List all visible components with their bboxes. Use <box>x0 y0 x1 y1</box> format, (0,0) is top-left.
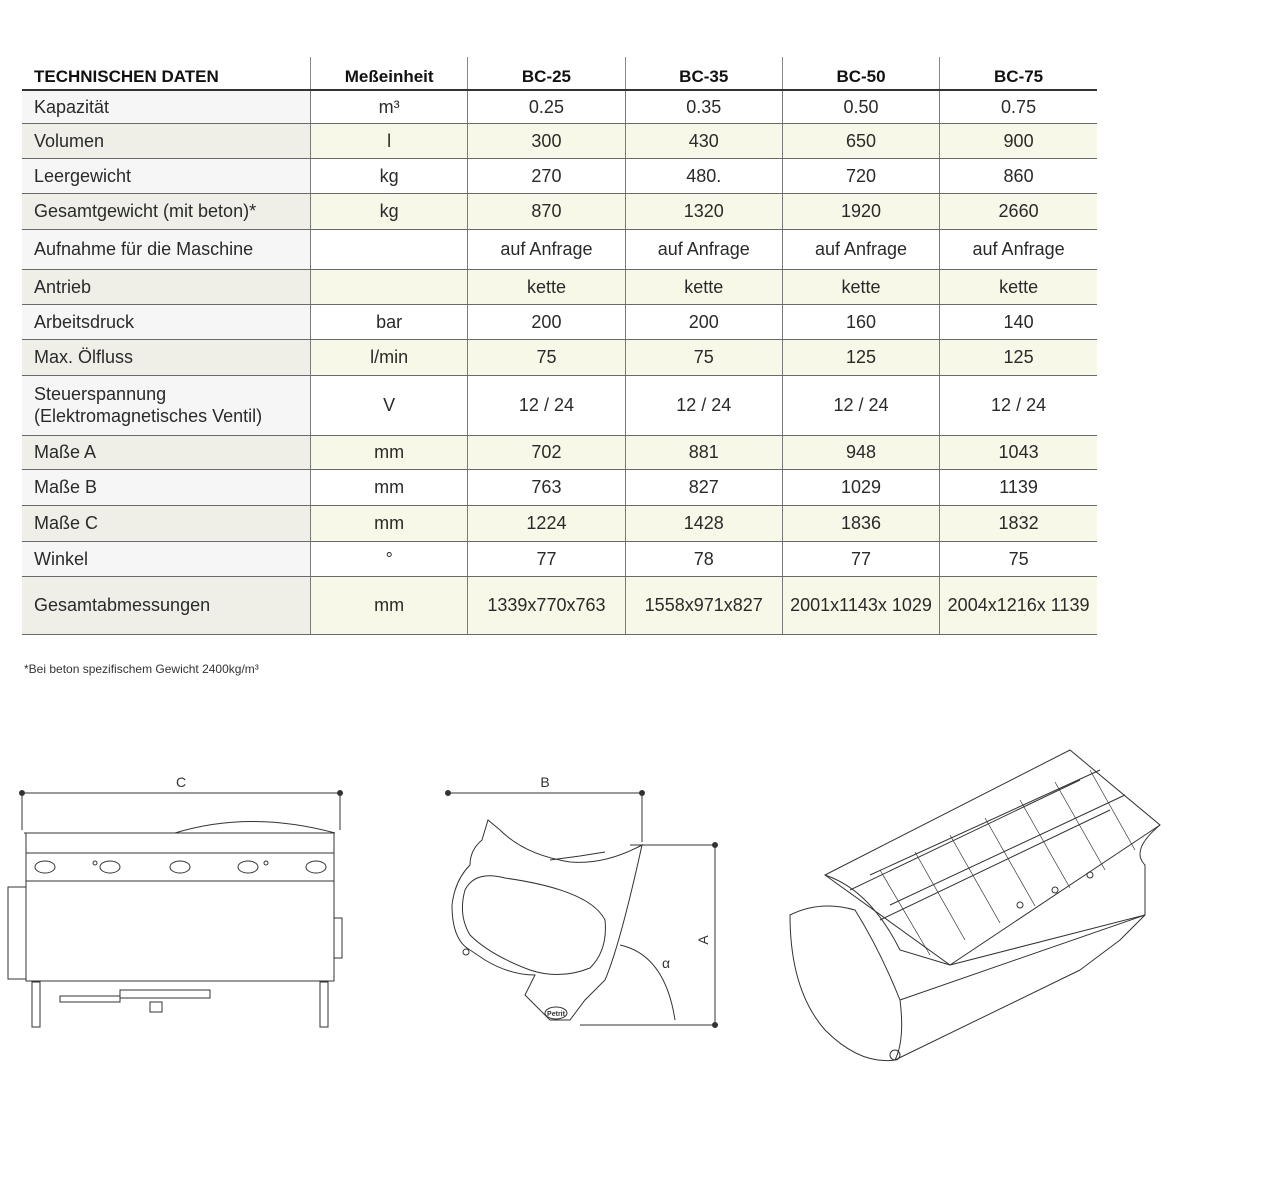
row-value: 160 <box>782 304 939 339</box>
row-value: 827 <box>625 469 782 505</box>
row-value: 1920 <box>782 193 939 229</box>
row-value: auf Anfrage <box>782 229 939 269</box>
table-row <box>22 158 1097 193</box>
row-label-text: Leergewicht <box>34 165 132 186</box>
row-label-text: Steuerspannung <box>34 384 167 404</box>
row-value: kette <box>625 269 782 304</box>
row-value: 870 <box>468 193 625 229</box>
header-technical-data: TECHNISCHEN DATEN <box>22 57 311 90</box>
row-unit: m³ <box>311 90 468 123</box>
header-model-bc35: BC-35 <box>625 57 782 90</box>
row-value: 702 <box>468 435 625 469</box>
table-body <box>22 90 1097 634</box>
row-unit <box>311 269 468 304</box>
table-row <box>22 435 1097 469</box>
header-unit: Meßeinheit <box>311 57 468 90</box>
row-label <box>22 576 311 634</box>
row-value: 720 <box>782 158 939 193</box>
row-value: 860 <box>940 158 1097 193</box>
row-value: 763 <box>468 469 625 505</box>
row-value: 1224 <box>468 505 625 541</box>
row-value: 12 / 24 <box>940 375 1097 435</box>
row-value: 1836 <box>782 505 939 541</box>
row-unit: l <box>311 123 468 158</box>
table-row <box>22 505 1097 541</box>
row-label <box>22 193 311 229</box>
side-dim-a-label: A <box>695 935 711 945</box>
row-value: 12 / 24 <box>782 375 939 435</box>
row-value: 900 <box>940 123 1097 158</box>
side-dim-b-label: B <box>540 774 550 790</box>
front-view-drawing <box>0 770 360 1040</box>
row-value: 1558x971x827 <box>625 576 782 634</box>
row-value: 140 <box>940 304 1097 339</box>
row-label-text: Gesamtabmessungen <box>34 595 211 615</box>
row-label-text: Maße B <box>34 477 98 497</box>
row-label <box>22 435 311 469</box>
row-value: auf Anfrage <box>468 229 625 269</box>
row-unit: mm <box>311 469 468 505</box>
row-value: 0.35 <box>625 90 782 123</box>
row-value: 75 <box>468 339 625 375</box>
table-header-row <box>22 57 1097 90</box>
row-label-text: Maße C <box>34 513 99 533</box>
header-model-bc50: BC-50 <box>782 57 939 90</box>
row-value: 1339x770x763 <box>468 576 625 634</box>
row-value: 1428 <box>625 505 782 541</box>
row-value: 78 <box>625 541 782 576</box>
row-value: 650 <box>782 123 939 158</box>
side-angle-label: α <box>662 955 671 971</box>
row-label-text: Volumen <box>34 130 105 151</box>
row-label-text: Max. Ölfluss <box>34 347 134 367</box>
row-value: 0.50 <box>782 90 939 123</box>
row-label-text: Aufnahme für die Maschine <box>34 239 254 259</box>
row-label <box>22 304 311 339</box>
row-unit: V <box>311 375 468 435</box>
row-value: 200 <box>625 304 782 339</box>
row-value: 1832 <box>940 505 1097 541</box>
table-row <box>22 469 1097 505</box>
row-value: 270 <box>468 158 625 193</box>
row-value: 12 / 24 <box>625 375 782 435</box>
row-unit: mm <box>311 435 468 469</box>
table-row <box>22 123 1097 158</box>
row-value: 1320 <box>625 193 782 229</box>
row-value: 0.25 <box>468 90 625 123</box>
header-model-bc25: BC-25 <box>468 57 625 90</box>
row-value: 2660 <box>940 193 1097 229</box>
row-value: 2001x1143x 1029 <box>782 576 939 634</box>
row-value: 881 <box>625 435 782 469</box>
table-row <box>22 375 1097 435</box>
row-value: 77 <box>782 541 939 576</box>
table-row <box>22 269 1097 304</box>
row-label <box>22 469 311 505</box>
row-value: auf Anfrage <box>940 229 1097 269</box>
table-row <box>22 90 1097 123</box>
table-row <box>22 229 1097 269</box>
row-value: 948 <box>782 435 939 469</box>
row-value: 12 / 24 <box>468 375 625 435</box>
row-value: 2004x1216x 1139 <box>940 576 1097 634</box>
table-row <box>22 541 1097 576</box>
row-label <box>22 541 311 576</box>
row-label-text: Antrieb <box>34 276 92 297</box>
footnote: *Bei beton spezifischem Gewicht 2400kg/m³ <box>24 662 259 676</box>
side-view-drawing <box>430 770 730 1040</box>
row-value: kette <box>468 269 625 304</box>
row-label <box>22 269 311 304</box>
row-label-text-secondary: (Elektromagnetisches Ventil) <box>34 406 263 426</box>
row-label <box>22 123 311 158</box>
row-label-text: Maße A <box>34 442 97 462</box>
row-value: 75 <box>625 339 782 375</box>
row-value: 77 <box>468 541 625 576</box>
table-row <box>22 304 1097 339</box>
row-unit: mm <box>311 505 468 541</box>
row-label <box>22 90 311 123</box>
row-value: 200 <box>468 304 625 339</box>
row-label-text: Kapazität <box>34 96 110 117</box>
row-value: 300 <box>468 123 625 158</box>
row-value: 125 <box>940 339 1097 375</box>
isometric-view-drawing <box>780 740 1170 1070</box>
row-value: 1139 <box>940 469 1097 505</box>
row-label <box>22 158 311 193</box>
row-label <box>22 229 311 269</box>
row-value: 1029 <box>782 469 939 505</box>
row-unit: kg <box>311 158 468 193</box>
row-unit <box>311 229 468 269</box>
row-value: kette <box>940 269 1097 304</box>
row-unit: ° <box>311 541 468 576</box>
row-unit: mm <box>311 576 468 634</box>
row-label-text: Gesamtgewicht (mit beton)* <box>34 201 257 221</box>
petrit-logo: Petrit <box>547 1011 565 1018</box>
row-value: 1043 <box>940 435 1097 469</box>
row-value: 0.75 <box>940 90 1097 123</box>
table-row <box>22 576 1097 634</box>
row-label-text: Arbeitsdruck <box>34 311 135 332</box>
row-label <box>22 375 311 435</box>
row-value: 480. <box>625 158 782 193</box>
table-row <box>22 339 1097 375</box>
row-unit: l/min <box>311 339 468 375</box>
row-value: 75 <box>940 541 1097 576</box>
technical-data-table <box>22 57 1097 635</box>
row-value: auf Anfrage <box>625 229 782 269</box>
row-unit: kg <box>311 193 468 229</box>
row-label <box>22 339 311 375</box>
table-row <box>22 193 1097 229</box>
row-value: 125 <box>782 339 939 375</box>
row-unit: bar <box>311 304 468 339</box>
row-label-text: Winkel <box>34 548 89 569</box>
row-value: kette <box>782 269 939 304</box>
row-value: 430 <box>625 123 782 158</box>
header-model-bc75: BC-75 <box>940 57 1097 90</box>
front-dim-c-label: C <box>175 774 187 790</box>
row-label <box>22 505 311 541</box>
